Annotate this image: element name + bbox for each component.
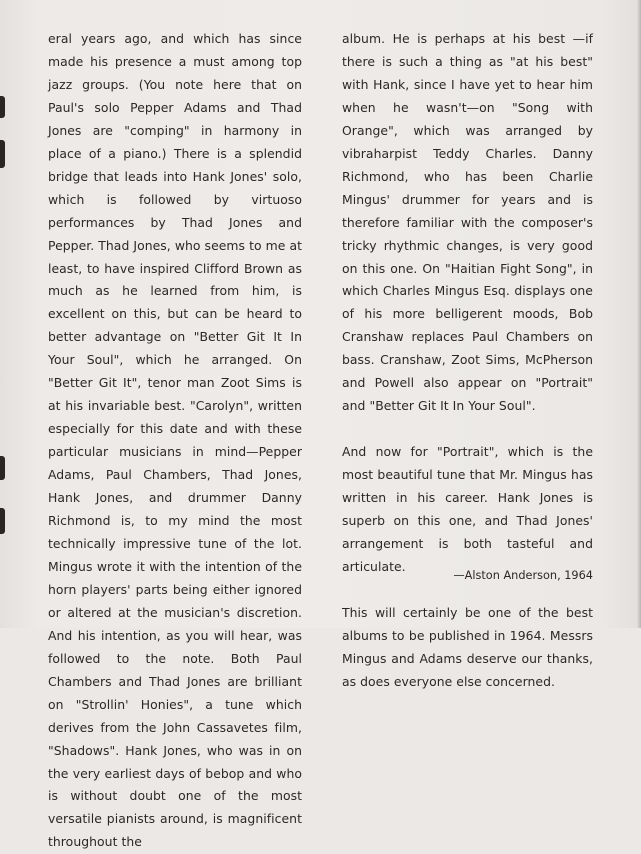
right-paragraph-3: This will certainly be one of the best albums to be published in 1964. Messrs Mingus and Adams deserve our thanks, as does everyone else concerned. bbox=[342, 604, 593, 689]
binding-mark bbox=[0, 96, 5, 118]
author-signature: —Alston Anderson, 1964 bbox=[453, 569, 593, 582]
page-edge bbox=[637, 0, 641, 628]
right-paragraph-1: album. He is perhaps at his best —if there is such a thing as "at his best" with Hank, since I have yet to hear him when he wasn't—on "Song with Orange", which was arranged by vibraharpist Teddy Charles. Danny Richmond, who has been Charlie Mingus' drummer for years and is therefore familiar with the composer's tricky rhythmic changes, is very good on this one. On "Haitian Fight Song", in which Charles Mingus Esq. displays one of his more belligerent moods, Bob Cranshaw replaces Paul Chambers on bass. Cranshaw, Zoot Sims, McPherson and Powell also appear on "Portrait" and "Better Git It In Your Soul". bbox=[342, 31, 593, 414]
binding-mark bbox=[0, 456, 5, 480]
left-text-column bbox=[48, 28, 302, 854]
binding-mark bbox=[0, 508, 5, 534]
right-text-column bbox=[342, 28, 593, 694]
binding-mark bbox=[0, 140, 5, 168]
right-paragraph-2: And now for "Portrait", which is the most beautiful tune that Mr. Mingus has written in his career. Hank Jones is superb on this one, and Thad Jones' arrangement is both tasteful and articulate. bbox=[342, 444, 593, 574]
left-paragraph-1: eral years ago, and which has since made his presence a must among top jazz groups. (You note here that on Paul's solo Pepper Adams and Thad Jones are "comping" in harmony in place of a piano.) There is a splendid bridge that leads into Hank Jones' solo, which is followed by virtuoso performances by Thad Jones and Pepper. Thad Jones, who seems to me at least, to have inspired Clifford Brown as much as he learned from him, is excellent on this, but can be heard to better advantage on "Better Git It In Your Soul", which he arranged. On "Better Git It", tenor man Zoot Sims is at his invariable best. "Carolyn", written especially for this date and with these particular musicians in mind—Pepper Adams, Paul Chambers, Thad Jones, Hank Jones, and drummer Danny Richmond is, to my mind the most technically impressive tune of the lot. Mingus wrote it with the intention of the horn players' parts being either ignored or altered at the musician's discretion. And his intention, as you will hear, was followed to the note. Both Paul Chambers and Thad Jones are brilliant on "Strollin' Honies", a tune which derives from the John Cassavetes film, "Shadows". Hank Jones, who was in on the very earliest days of bebop and who is without doubt one of the most versatile pianists around, is magnificent throughout the bbox=[48, 31, 302, 850]
